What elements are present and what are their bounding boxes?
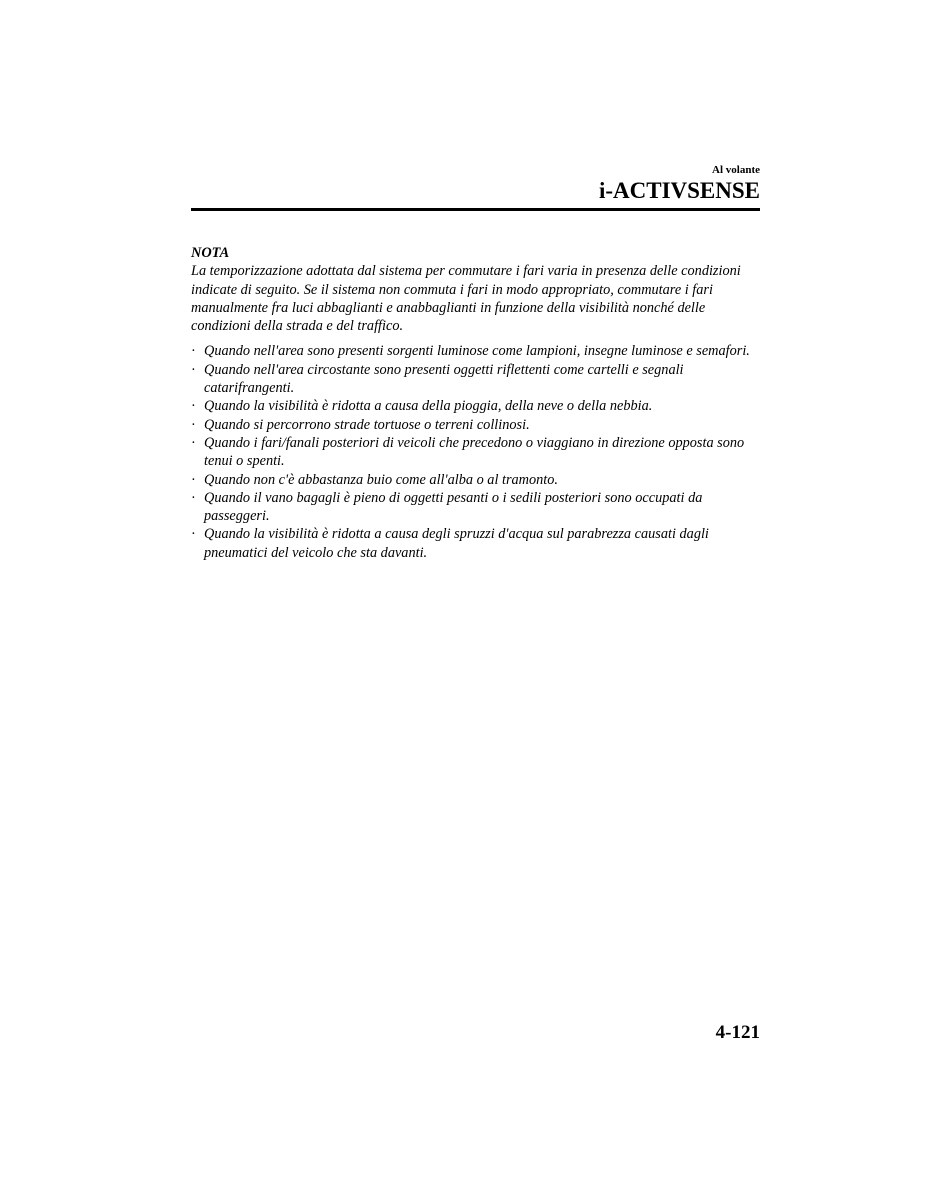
list-item-text: Quando si percorrono strade tortuose o terreni collinosi.	[204, 416, 530, 433]
list-item	[191, 471, 760, 489]
condition-list	[191, 342, 760, 562]
list-item	[191, 416, 760, 434]
note-intro: La temporizzazione adottata dal sistema per commutare i fari varia in presenza delle condizioni indicate di seguito. Se il sistema non commuta i fari in modo appropriato, commutare i fari manualmente fra luci abbaglianti e anabbaglianti in funzione della visibilità nonché delle condizioni della strada e del traffico.	[191, 263, 741, 335]
bullet-icon: ·	[191, 434, 196, 451]
list-item-text: Quando la visibilità è ridotta a causa della pioggia, della neve o della nebbia.	[204, 398, 653, 415]
page-title: i-ACTIVSENSE	[598, 178, 760, 203]
list-item-text: Quando i fari/fanali posteriori di veicoli che precedono o viaggiano in direzione opposta sono tenui o spenti.	[204, 434, 745, 470]
list-item	[191, 434, 760, 471]
note-block	[191, 244, 760, 562]
list-item	[191, 489, 760, 526]
page-header	[191, 163, 760, 205]
note-heading: NOTA	[191, 245, 230, 261]
page-number: 4-121	[715, 1022, 760, 1043]
list-item-text: Quando non c'è abbastanza buio come all'alba o al tramonto.	[204, 471, 558, 488]
bullet-icon: ·	[191, 343, 196, 360]
list-item-text: Quando nell'area circostante sono presenti oggetti riflettenti come cartelli e segnali catarifrangenti.	[204, 361, 684, 397]
section-label: Al volante	[712, 164, 760, 176]
header-divider	[191, 208, 760, 211]
list-item-text: Quando la visibilità è ridotta a causa degli spruzzi d'acqua sul parabrezza causati dagli pneumatici del veicolo che sta davanti.	[204, 526, 709, 561]
list-item	[191, 342, 760, 360]
list-item	[191, 525, 760, 562]
list-item	[191, 361, 760, 398]
bullet-icon: ·	[191, 526, 196, 543]
list-item-text: Quando il vano bagagli è pieno di oggetti pesanti o i sedili posteriori sono occupati da passeggeri.	[204, 489, 703, 525]
bullet-icon: ·	[191, 471, 196, 488]
list-item-text: Quando nell'area sono presenti sorgenti luminose come lampioni, insegne luminose e semafori.	[204, 343, 750, 360]
bullet-icon: ·	[191, 361, 196, 378]
list-item	[191, 397, 760, 415]
bullet-icon: ·	[191, 489, 196, 506]
bullet-icon: ·	[191, 398, 196, 415]
bullet-icon: ·	[191, 416, 196, 433]
